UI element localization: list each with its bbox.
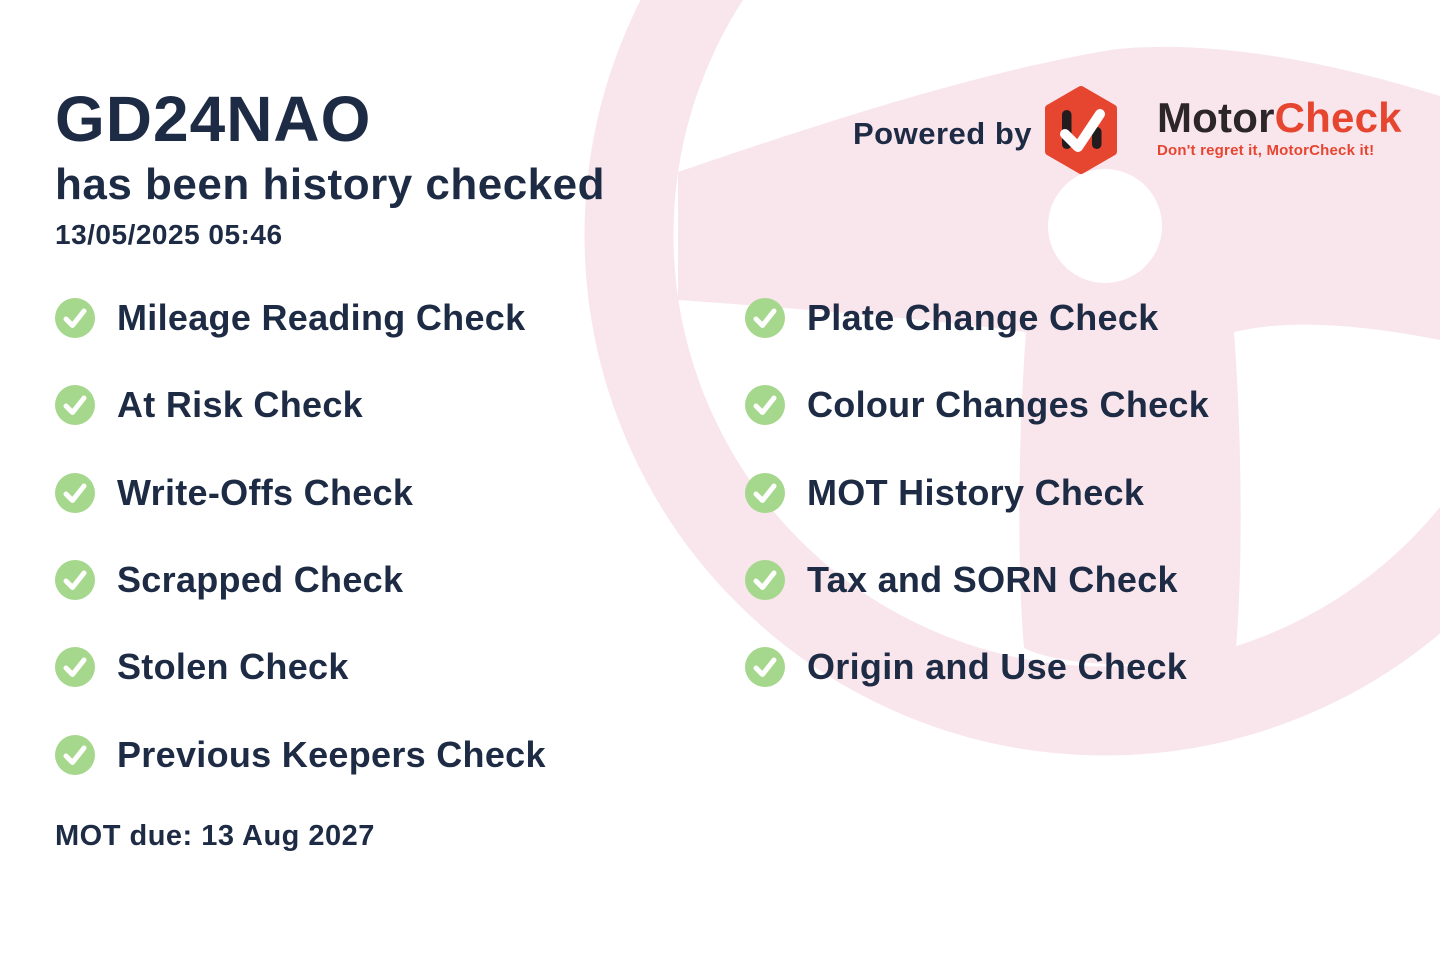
check-item	[55, 296, 525, 340]
motorcheck-hexagon-icon	[1044, 86, 1118, 174]
check-item	[745, 471, 1144, 515]
check-icon	[745, 560, 785, 600]
check-icon	[55, 560, 95, 600]
check-item-label: Origin and Use Check	[807, 646, 1188, 687]
check-icon	[745, 298, 785, 338]
check-item	[55, 471, 413, 515]
check-timestamp: 13/05/2025 05:46	[55, 219, 283, 250]
check-item	[55, 733, 546, 777]
mot-due-date: MOT due: 13 Aug 2027	[55, 820, 375, 852]
brand-tagline: Don't regret it, MotorCheck it!	[1157, 142, 1375, 159]
check-item	[745, 558, 1178, 602]
check-item-label: Stolen Check	[117, 646, 349, 687]
check-item	[745, 645, 1187, 689]
check-item	[55, 383, 363, 427]
check-icon	[745, 385, 785, 425]
check-icon	[745, 473, 785, 513]
powered-by-label: Powered by	[853, 116, 1032, 151]
check-item	[745, 383, 1209, 427]
check-item	[55, 558, 403, 602]
check-item-label: Scrapped Check	[117, 559, 404, 600]
check-item-label: Previous Keepers Check	[117, 734, 546, 775]
check-icon	[55, 385, 95, 425]
check-item-label: At Risk Check	[117, 384, 363, 425]
check-icon	[55, 298, 95, 338]
check-item-label: Mileage Reading Check	[117, 297, 526, 338]
check-item-label: Write-Offs Check	[117, 472, 414, 513]
check-item-label: Tax and SORN Check	[807, 559, 1178, 600]
brand-name-check: Check	[1274, 94, 1402, 141]
check-icon	[745, 647, 785, 687]
check-icon	[55, 473, 95, 513]
check-item	[55, 645, 349, 689]
check-icon	[55, 647, 95, 687]
card-subtitle: has been history checked	[55, 160, 605, 209]
vehicle-registration: GD24NAO	[55, 83, 372, 155]
check-item-label: Plate Change Check	[807, 297, 1159, 338]
motorcheck-wordmark	[1157, 94, 1402, 159]
check-icon	[55, 735, 95, 775]
check-item-label: MOT History Check	[807, 472, 1145, 513]
check-item-label: Colour Changes Check	[807, 384, 1210, 425]
brand-name-motor: Motor	[1157, 94, 1275, 141]
check-item	[745, 296, 1159, 340]
